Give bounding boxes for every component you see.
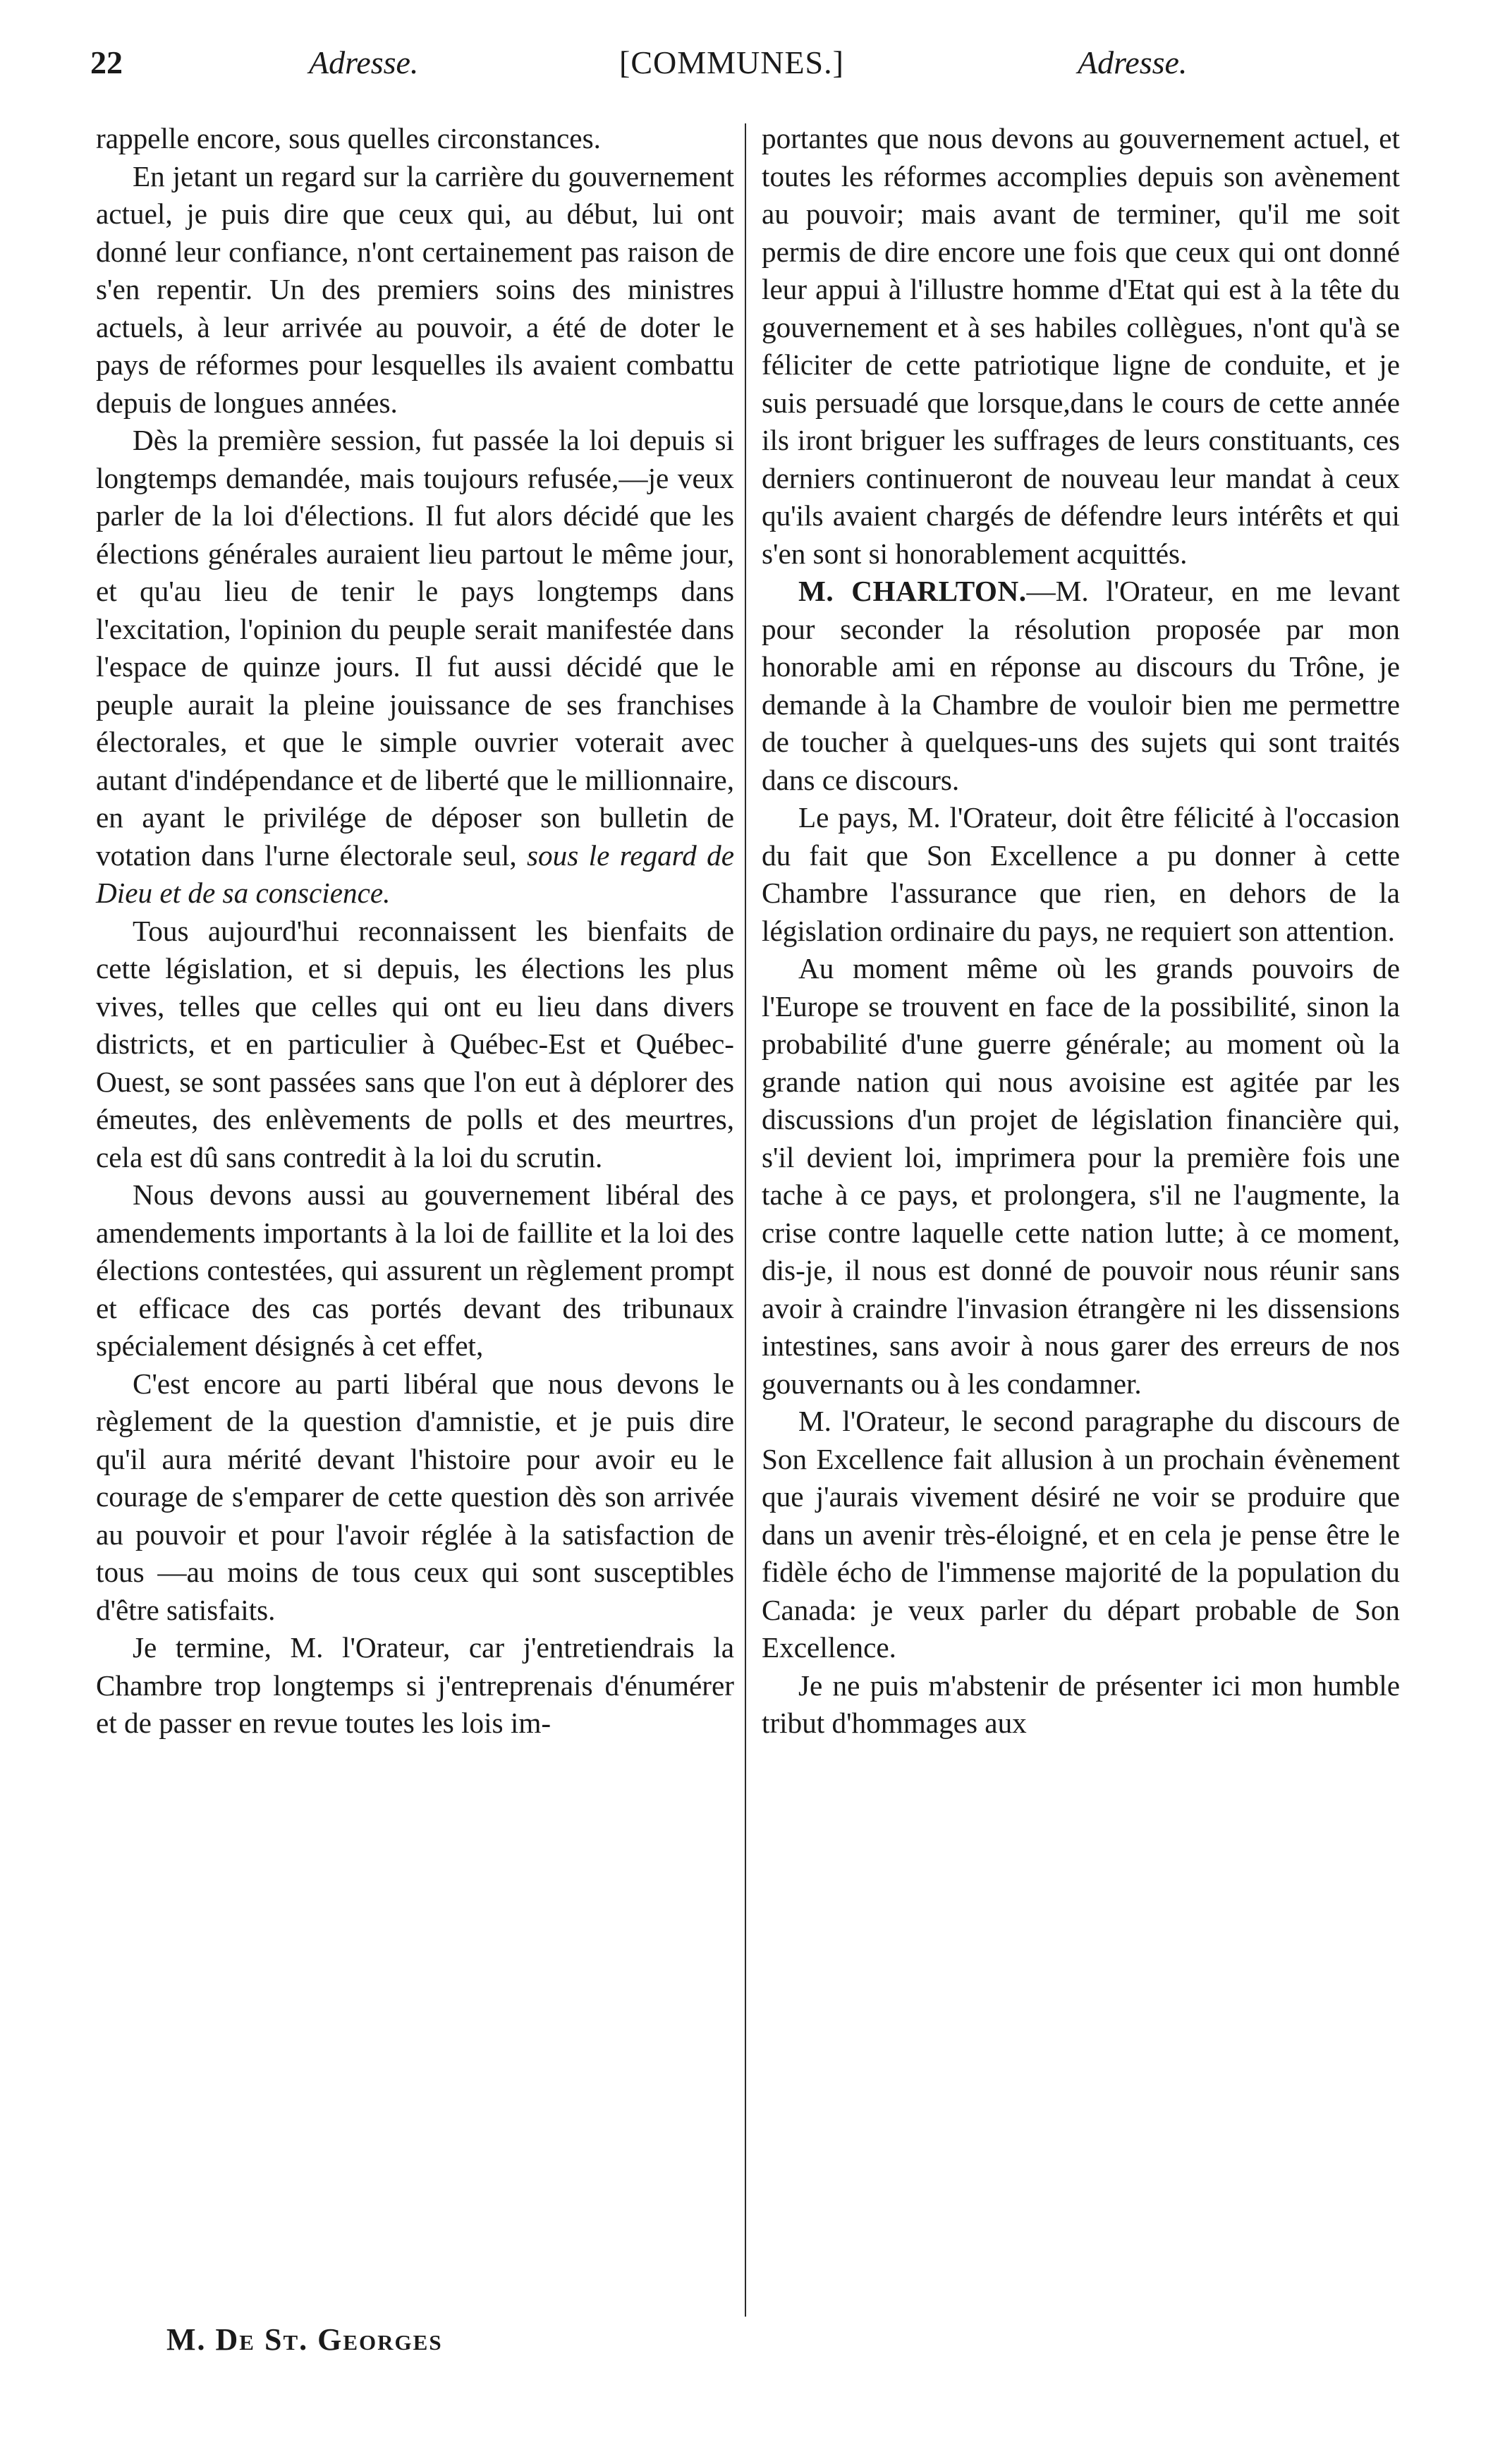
paragraph	[762, 573, 1400, 799]
paragraph: C'est encore au parti libéral que nous devons le règlement de la question d'amnistie, et je puis dire qu'il aura mérité devant l'histoire pour avoir eu le courage de s'emparer de cette question dès son arrivée au pouvoir et pour l'avoir réglée à la satisfaction de tous —au moins de tous ceux qui sont susceptibles d'être satisfaits.	[96, 1367, 734, 1626]
right-running-head: Adresse.	[1078, 44, 1188, 80]
paragraph: M. l'Orateur, le second paragraphe du discours de Son Excellence fait allusion à un prochain évènement que j'aurais vivement désiré ne voir se produire que dans un avenir très-éloigné, et en cela je pense être le fidèle écho de l'immense majorité de la population du Canada: je veux parler du départ probable de Son Excellence.	[762, 1405, 1400, 1664]
left-column	[96, 120, 734, 1743]
footer-speaker-mark: M. De St. Georges	[166, 2322, 443, 2357]
speaker-name: M. CHARLTON.	[798, 575, 1027, 607]
paragraph: Le pays, M. l'Orateur, doit être félicité à l'occasion du fait que Son Excellence a pu donner à cette Chambre l'assurance que rien, en dehors de la législation ordinaire du pays, ne requiert son attention.	[762, 801, 1400, 947]
paragraph-text: Dès la première session, fut passée la loi depuis si longtemps demandée, mais toujours refusée,—je veux parler de la loi d'élections. Il fut alors décidé que les élections générales auraient lieu partout le même jour, et qu'au lieu de tenir le pays longtemps dans l'excitation, l'opinion du peuple serait manifestée dans l'espace de quinze jours. Il fut aussi décidé que le peuple aurait la pleine jouissance de ses franchises électorales, et que le simple ouvrier voterait avec autant d'indépendance et de liberté que le millionnaire, en ayant le privilége de déposer son bulletin de votation dans l'urne électorale seul,	[96, 424, 734, 872]
paragraph: Au moment même où les grands pouvoirs de l'Europe se trouvent en face de la possibilité, sinon la probabilité d'une guerre générale; au moment où la grande nation qui nous avoisine est agitée par les discussions d'un projet de législation financière qui, s'il devient loi, imprimera pour la première fois une tache à ce pays, et prolongera, s'il ne l'augmente, la crise contre laquelle cette nation lutte; à ce moment, dis-je, il nous est donné de pouvoir nous réunir sans avoir à craindre l'invasion étrangère ni les dissensions intestines, sans avoir à nous garer des erreurs de nos gouvernants ou à les condamner.	[762, 952, 1400, 1400]
paragraph: Je ne puis m'abstenir de présenter ici mon humble tribut d'hommages aux	[762, 1669, 1400, 1739]
italic-phrase: sous le regard de Dieu et de sa conscience.	[96, 838, 734, 909]
paragraph: En jetant un regard sur la carrière du gouvernement actuel, je puis dire que ceux qui, au début, lui ont donné leur confiance, n'ont certainement pas raison de s'en repentir. Un des premiers soins des ministres actuels, à leur arrivée au pouvoir, a été de doter le pays de réformes pour lesquelles ils avaient combattu depuis de longues années.	[96, 159, 734, 419]
left-running-head: Adresse.	[309, 44, 419, 80]
paragraph: Nous devons aussi au gouvernement libéral des amendements importants à la loi de faillite et la loi des élections contestées, qui assurent un règlement prompt et efficace des cas portés devant des tribunaux spécialement désignés à cet effet,	[96, 1178, 734, 1362]
paragraph-text: —M. l'Orateur, en me levant pour seconder la résolution proposée par mon honorable ami en réponse au discours du Trône, je demande à la Chambre de vouloir bien me permettre de toucher à quelques-uns des sujets qui sont traités dans ce discours.	[762, 575, 1400, 796]
center-running-head: [COMMUNES.]	[619, 44, 844, 80]
paragraph: Tous aujourd'hui reconnaissent les bienfaits de cette législation, et si depuis, les élections les plus vives, telles que celles qui ont eu lieu dans divers districts, et en particulier à Québec-Est et Québec-Ouest, se sont passées sans que l'on eut à déplorer des émeutes, des enlèvements de polls et des meurtres, cela est dû sans contredit à la loi du scrutin.	[96, 914, 734, 1173]
paragraph: portantes que nous devons au gouvernement actuel, et toutes les réformes accomplies depuis son avènement au pouvoir; mais avant de terminer, qu'il me soit permis de dire encore une fois que ceux qui ont donné leur appui à l'illustre homme d'Etat qui est à la tête du gouvernement et à ses habiles collègues, n'ont qu'à se féliciter de cette patriotique ligne de conduite, et je suis persuadé que lorsque,dans le cours de cette année ils iront briguer les suffrages de leurs constituants, ces derniers continueront de nouveau leur mandat à ceux qu'ils avaient chargés de défendre leurs intérêts et qui s'en sont si honorablement acquittés.	[762, 122, 1400, 570]
column-divider	[745, 123, 746, 2317]
paragraph: Je termine, M. l'Orateur, car j'entretiendrais la Chambre trop longtemps si j'entreprenais d'énumérer et de passer en revue toutes les lois im-	[96, 1631, 734, 1739]
running-header	[90, 44, 1402, 93]
page-number: 22	[90, 44, 123, 80]
right-column	[762, 120, 1400, 1743]
paragraph: rappelle encore, sous quelles circonstances.	[96, 122, 601, 154]
paragraph	[96, 422, 734, 913]
